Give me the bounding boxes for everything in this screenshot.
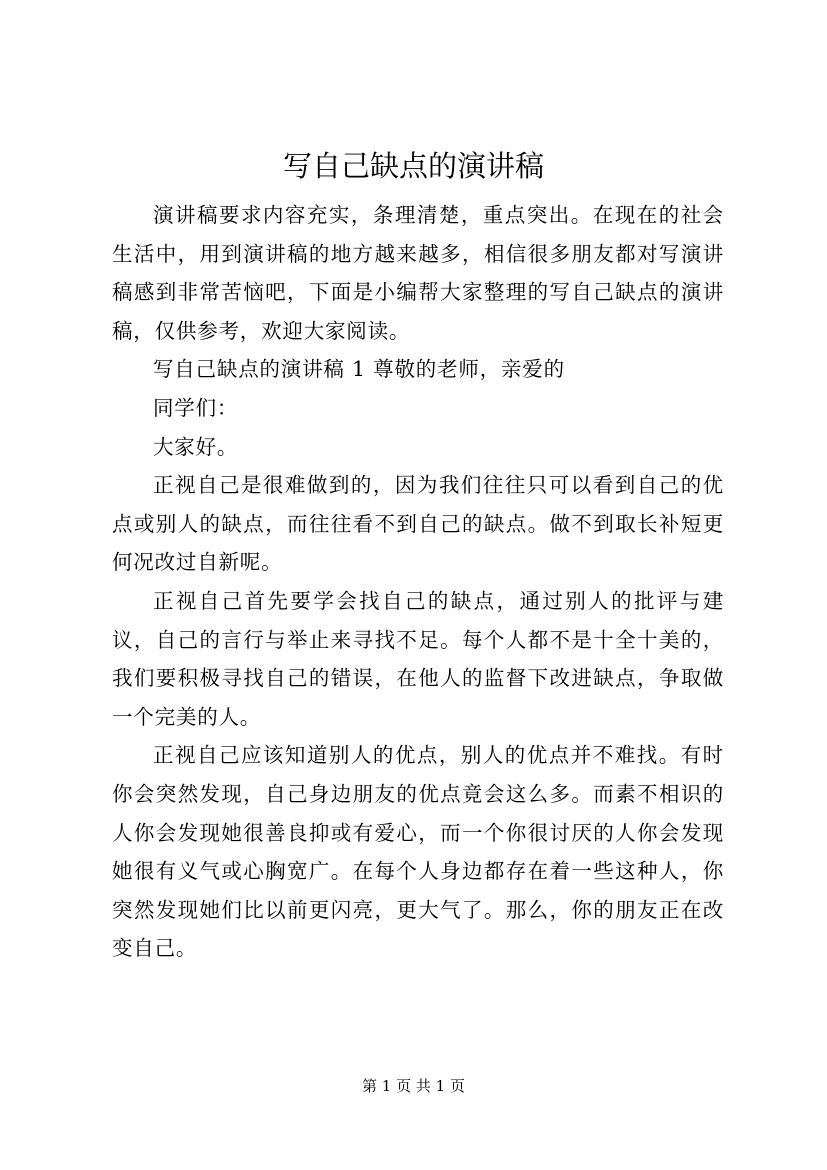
document-title: 写自己缺点的演讲稿 <box>282 149 544 183</box>
page-footer: 第 1 页 共 1 页 <box>362 1077 465 1095</box>
paragraph-body-2: 正视自己首先要学会找自己的缺点，通过别人的批评与建议，自己的言行与举止来寻找不足。每个人都不是十全十美的，我们要积极寻找自己的错误，在他人的监督下改进缺点，争取做一个完美的人。 <box>112 588 724 729</box>
paragraph-salutation: 同学们： <box>153 395 239 420</box>
paragraph-body-3: 正视自己应该知道别人的优点，别人的优点并不难找。有时你会突然发现，自己身边朋友的优点竟会这么多。而素不相识的人你会发现她很善良抑或有爱心，而一个你很讨厌的人你会发现她很有义气或心胸宽广。在每个人身边都存在着一些这种人，你突然发现她们比以前更闪亮，更大气了。那么，你的朋友正在改变自己。 <box>112 743 724 961</box>
paragraph-greeting: 大家好。 <box>153 434 239 459</box>
paragraph-intro: 演讲稿要求内容充实，条理清楚，重点突出。在现在的社会生活中，用到演讲稿的地方越来越多，相信很多朋友都对写演讲稿感到非常苦恼吧，下面是小编帮大家整理的写自己缺点的演讲稿，仅供参考，欢迎大家阅读。 <box>112 203 724 343</box>
paragraph-speech-heading: 写自己缺点的演讲稿 1 尊敬的老师，亲爱的 <box>153 357 565 382</box>
paragraph-body-1: 正视自己是很难做到的，因为我们往往只可以看到自己的优点或别人的缺点，而往往看不到自己的缺点。做不到取长补短更何况改过自新呢。 <box>112 473 724 575</box>
document-body <box>112 196 724 968</box>
